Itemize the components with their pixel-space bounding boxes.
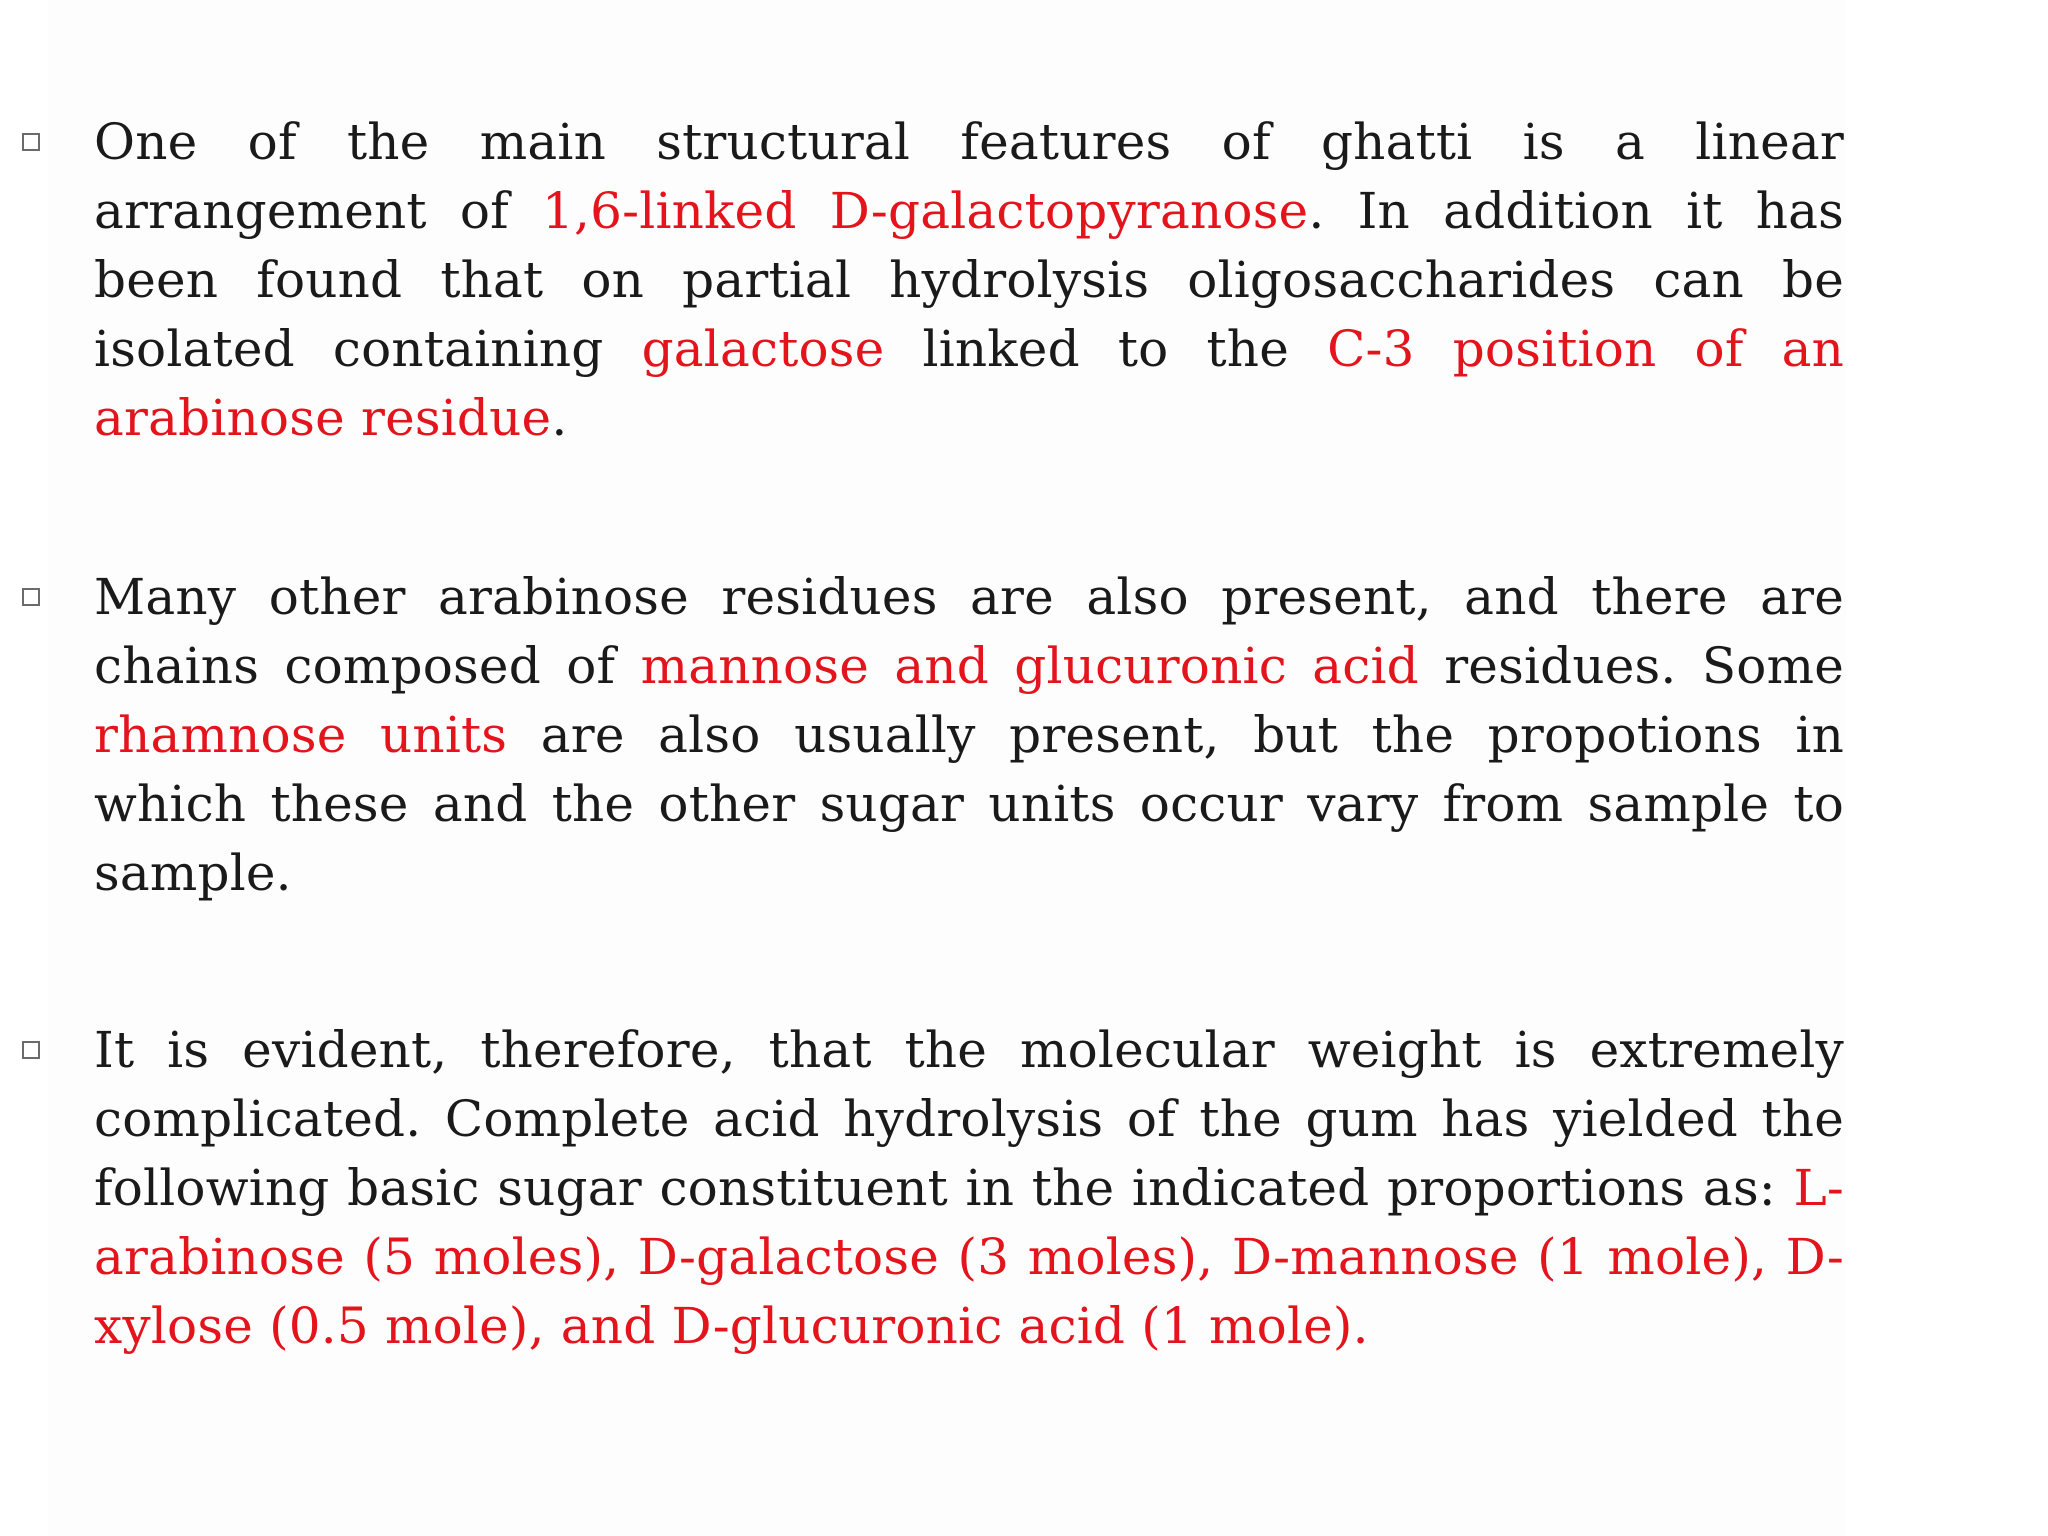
hollow-square-bullet-icon xyxy=(22,1041,40,1059)
text-segment: . xyxy=(551,389,568,447)
text-segment: It is evident, therefore, that the molecular weight is extremely complicated. Complete acid hydrolysis of the gum has yielded the following basic sugar constituent in the indicated proportions as: xyxy=(94,1021,1844,1217)
highlighted-text-segment: rhamnose units xyxy=(94,706,508,764)
hollow-square-bullet-icon xyxy=(22,588,40,606)
text-segment: residues. Some xyxy=(1418,637,1845,695)
highlighted-text-segment: C-3 position of an arabinose residue xyxy=(94,320,1845,447)
bullet-paragraph xyxy=(94,1016,1844,1361)
highlighted-text-segment: 1,6-linked D-galactopyranose xyxy=(542,182,1309,240)
highlighted-text-segment: L-arabinose (5 moles), D-galactose (3 moles), D-mannose (1 mole), D-xylose (0.5 mole), and D-glucuronic acid (1 mole). xyxy=(94,1159,1844,1355)
highlighted-text-segment: galactose xyxy=(641,320,885,378)
text-segment: are also usually present, but the propotions in which these and the other sugar units occur vary from sample to sample. xyxy=(94,706,1844,902)
text-segment: linked to the xyxy=(884,320,1328,378)
bullet-paragraph xyxy=(94,563,1844,908)
text-segment: One of the main structural features of ghatti is a linear arrangement of xyxy=(94,113,1844,240)
text-segment: . In addition it has been found that on partial hydrolysis oligosaccharides can be isolated containing xyxy=(94,182,1844,378)
bullet-paragraph xyxy=(94,108,1844,453)
text-segment: Many other arabinose residues are also present, and there are chains composed of xyxy=(94,568,1844,695)
highlighted-text-segment: mannose and glucuronic acid xyxy=(640,637,1419,695)
hollow-square-bullet-icon xyxy=(22,133,40,151)
